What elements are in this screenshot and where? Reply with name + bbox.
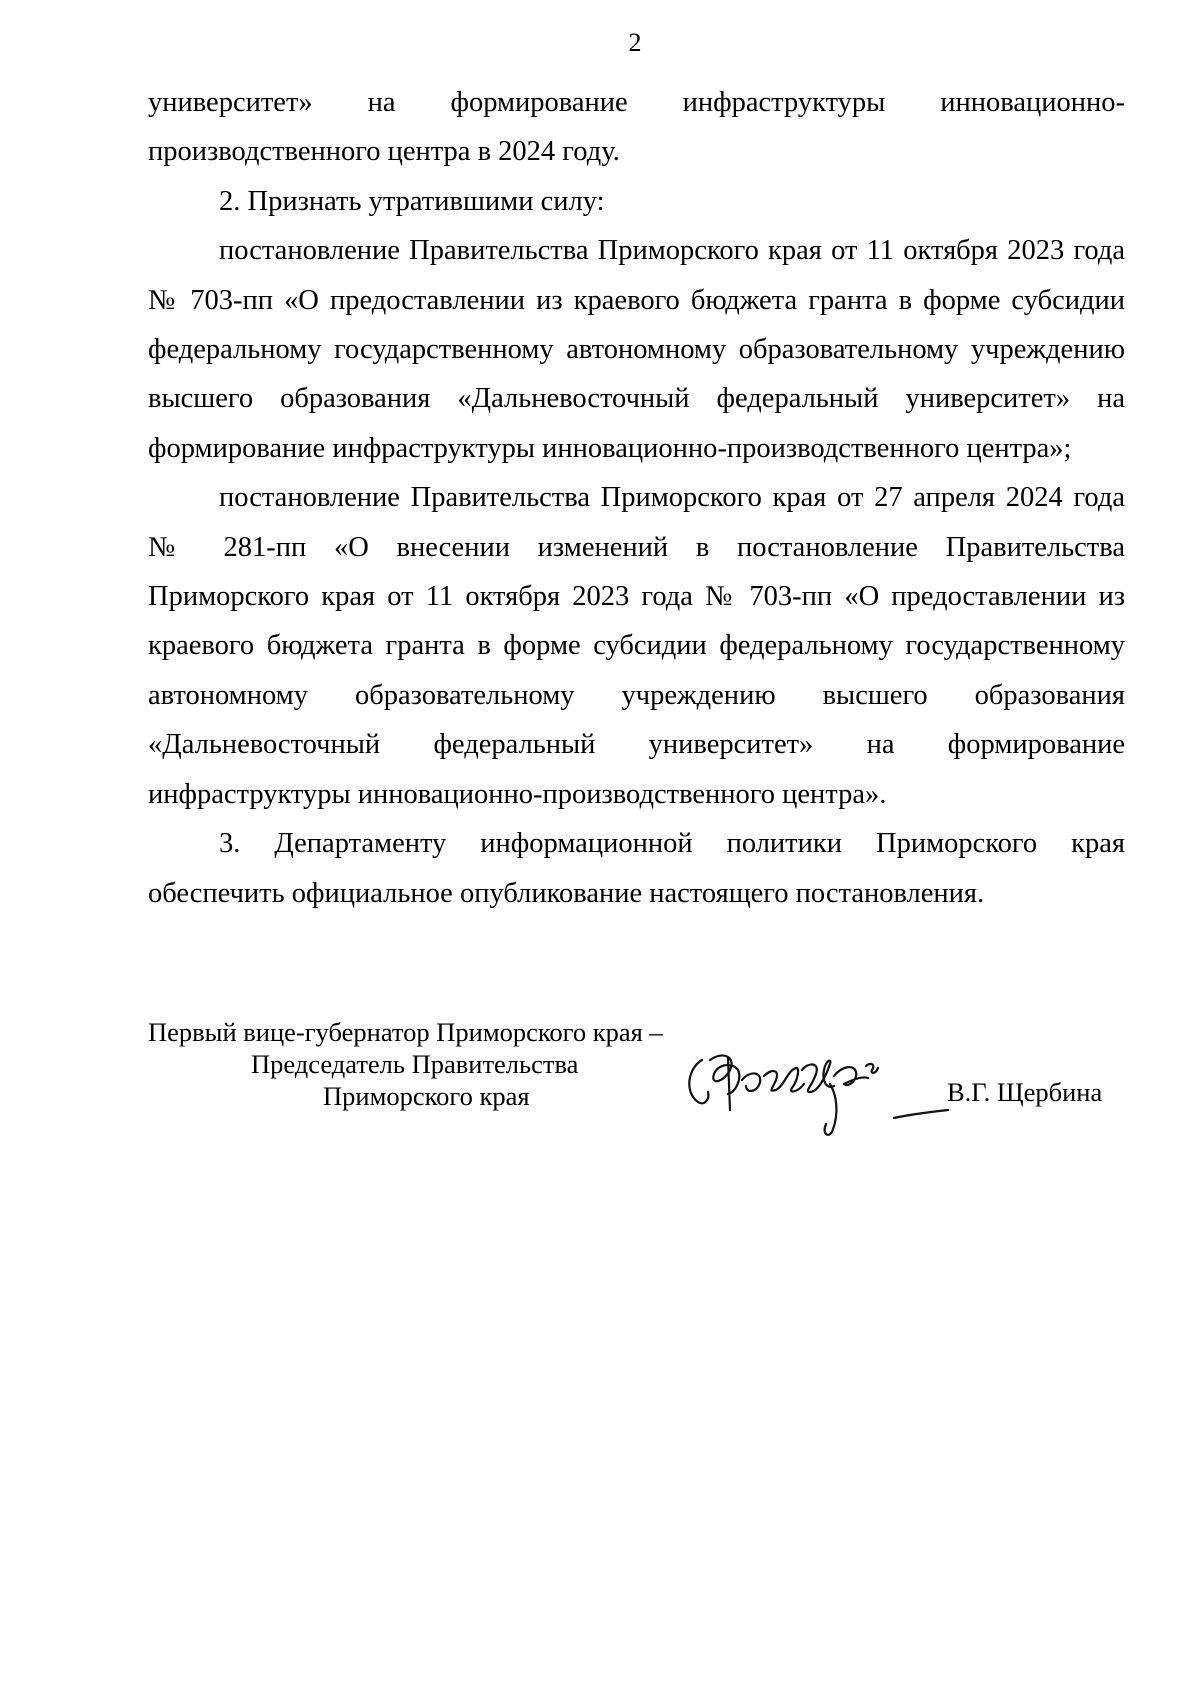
position-line-3: Приморского края [323,1081,530,1111]
paragraph-repealed-resolution-281: постановление Правительства Приморского края от 27 апреля 2024 года № 281-пп «О внесении изменений в постановление Правительства Приморского края от 11 октября 2023 года № 703-пп «О предоставлении из краевого бюджета гранта в форме субсидии федеральному государственному автономному образовательному учреждению высшего образования «Дальневосточный федеральный университет» на формирование инфраструктуры инновационно-производственного центра». [148,482,1125,810]
paragraph-item-2: 2. Признать утратившими силу: [219,185,605,217]
position-line-1: Первый вице-губернатор Приморского края – [148,1017,663,1047]
paragraph-continuation: университет» на формирование инфраструктуры инновационно-производственного центра в 2024 году. [148,87,1125,168]
signatory-name: В.Г. Щербина [947,1077,1103,1107]
document-body [148,78,1125,918]
paragraph-repealed-resolution-703: постановление Правительства Приморского края от 11 октября 2023 года № 703-пп «О предоставлении из краевого бюджета гранта в форме субсидии федеральному государственному автономному образовательному учреждению высшего образования «Дальневосточный федеральный университет» на формирование инфраструктуры инновационно-производственного центра»; [148,235,1125,464]
signatory-position [148,1016,728,1112]
page-number: 2 [628,28,642,57]
handwritten-signature [680,1040,950,1140]
paragraph-item-3: 3. Департаменту информационной политики Приморского края обеспечить официальное опубликование настоящего постановления. [148,828,1125,909]
position-line-2: Председатель Правительства [251,1049,579,1079]
